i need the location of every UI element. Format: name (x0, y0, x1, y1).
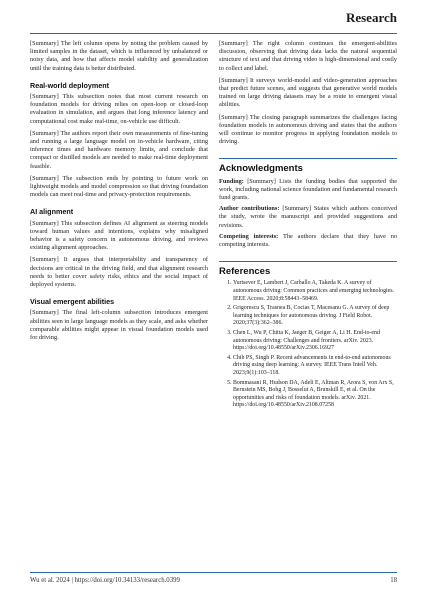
left-column (30, 40, 208, 346)
heading-real-world-deployment: Real-world deployment (30, 80, 110, 90)
body-paragraph-conclusion: [Summary] The closing paragraph summarizes the challenges facing foundation models in autonomous driving and states that the authors will continue to monitor progress in applying foundation models to driving. (219, 113, 397, 146)
funding-label: Funding: (219, 177, 244, 185)
acknowledgments-section (219, 158, 397, 249)
header-rule (30, 33, 397, 34)
funding-statement (219, 178, 397, 203)
footer-citation[interactable]: Wu et al. 2024 | https://doi.org/10.34133/research.0399 (30, 577, 180, 584)
reference-item: 1. Yurtsever E, Lambert J, Carballo A, Takeda K. A survey of autonomous driving: Common practices and emerging technologies. IEEE Access. 2020;8:58443–58469. (233, 280, 397, 303)
reference-item: 4. Chib PS, Singh P. Recent advancements in end-to-end autonomous driving using deep learning: A survey. IEEE Trans Intell Veh. 2023;9(1):103–118. (233, 355, 397, 378)
body-paragraph-realworld-1: [Summary] This subsection notes that most current research on foundation models for driving relies on open-loop or closed-loop evaluation in simulation, and argues that long inference latency and computational cost make real-time, on-vehicle use difficult. (30, 93, 208, 125)
body-paragraph-emergent: [Summary] The final left-column subsection introduces emergent abilities seen in large language models as they scale, and asks whether comparable abilities might appear in visual foundation models used for driving. (30, 309, 208, 342)
body-paragraph-continued-1: [Summary] The right column continues the emergent-abilities discussion, observing that driving data lacks the natural sequential structure of text and that driving video is high-dimensional and costly to collect and label. (219, 40, 397, 72)
body-paragraph-realworld-3: [Summary] The subsection ends by pointing to future work on lightweight models and model compression so that driving foundation models can meet real-time and privacy-protection requirements. (30, 174, 208, 199)
competing-interests-statement (219, 233, 397, 249)
reference-list (219, 280, 397, 410)
reference-item: 2. Grigorescu S, Trasnea B, Cocias T, Macesanu G. A survey of deep learning techniques for autonomous driving. J Field Robot. 2020;37(3):362–386. (233, 305, 397, 328)
body-paragraph-intro: [Summary] The left column opens by noting the problem caused by limited samples in the dataset, which is influenced by unbalanced or noisy data, and how that affects model stability and generalization until the training data is better distributed. (30, 40, 208, 72)
journal-name: Research (345, 10, 397, 25)
body-paragraph-continued-2: [Summary] It surveys world-model and video-generation approaches that predict future scenes, and suggests that generative world models trained on large driving datasets may be a route to emergent visual abilities. (219, 76, 397, 109)
references-section (219, 261, 397, 410)
body-paragraph-alignment-1: [Summary] This subsection defines AI alignment as steering models toward human values and intentions, explains why misaligned behavior is a safety concern in autonomous driving, and reviews existing alignment approaches. (30, 219, 208, 252)
funding-text: [Summary] Lists the funding bodies that supported the work, including national science foundation and fundamental research fund grants. (219, 177, 398, 202)
right-column (219, 40, 397, 412)
heading-ai-alignment: AI alignment (30, 207, 74, 217)
acknowledgments-rule (219, 158, 397, 159)
body-paragraph-realworld-2: [Summary] The authors report their own measurements of fine-tuning and running a large language model on in-vehicle hardware, citing inference times and hardware memory limits, and conclude that compact or distilled models are needed to make real-time deployment feasible. (30, 129, 208, 170)
reference-item: 3. Chen L, Wu P, Chitta K, Jaeger B, Geiger A, Li H. End-to-end autonomous driving: Challenges and frontiers. arXiv. 2023. https://doi.org/10.48550/arXiv.2306.16927 (233, 330, 397, 353)
page-number: 18 (390, 577, 397, 584)
competing-interests-label: Competing interests: (219, 232, 279, 240)
heading-visual-emergent-abilities: Visual emergent abilities (30, 297, 115, 307)
author-contributions-label: Author contributions: (219, 205, 280, 213)
references-heading: References (219, 266, 271, 278)
author-contributions-statement (219, 205, 397, 230)
references-rule (219, 261, 397, 262)
competing-interests-text: The authors declare that they have no competing interests. (219, 232, 398, 249)
footer-rule (30, 572, 397, 573)
acknowledgments-heading: Acknowledgments (219, 163, 303, 175)
reference-item: 5. Bommasani R, Hudson DA, Adeli E, Altman R, Arora S, von Arx S, Bernstein MS, Bohg J, Bosselut A, Brunskill E, et al. On the opportunities and risks of foundation models. arXiv. 2021. https://doi.org/10.48550/arXiv.2108.07258 (233, 380, 397, 410)
author-contributions-text: [Summary] States which authors conceived the study, wrote the manuscript and provided suggestions and revisions. (219, 205, 398, 229)
body-paragraph-alignment-2: [Summary] It argues that interpretability and transparency of decisions are critical in the driving field, and that alignment research needs to better cover safety risks, ethics and the social impact of deployed systems. (30, 256, 208, 289)
